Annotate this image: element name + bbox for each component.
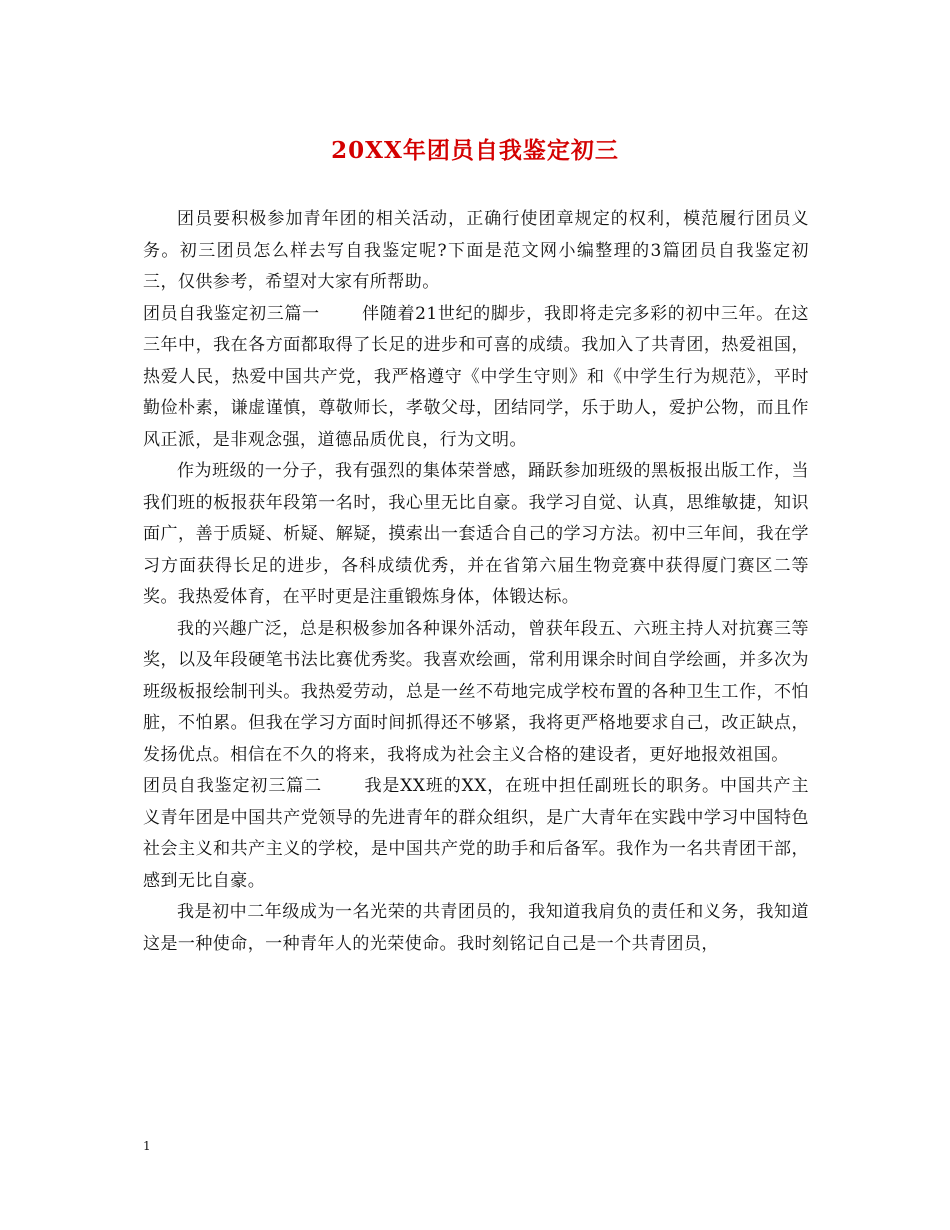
section-1-heading: 团员自我鉴定初三篇一	[143, 303, 320, 324]
section-2-lead-text: 我是XX班的XX，在班中担任副班长的职务。中国共产主义青年团是中国共产党领导的先进青年的群众组织，是广大青年在实践中学习中国特色社会主义和共产主义的学校，是中国共产党的助手和后备军。我作为一名共青团干部，感到无比自豪。	[143, 776, 810, 891]
section-1-lead-text: 伴随着21世纪的脚步，我即将走完多彩的初中三年。在这三年中，我在各方面都取得了长足的进步和可喜的成绩。我加入了共青团，热爱祖国，热爱人民，热爱中国共产党，我严格遵守《中学生守则》和《中学生行为规范》，平时勤俭朴素，谦虚谨慎，尊敬师长，孝敬父母，团结同学，乐于助人，爱护公物，而且作风正派，是非观念强，道德品质优良，行为文明。	[143, 303, 810, 450]
section-2-paragraph-2: 我是初中二年级成为一名光荣的共青团员的，我知道我肩负的责任和义务，我知道这是一种使命，一种青年人的光荣使命。我时刻铭记自己是一个共青团员，	[143, 902, 809, 954]
page-number: 1	[143, 1139, 151, 1153]
section-1-first-paragraph	[143, 299, 809, 457]
section-1-paragraph-2: 作为班级的一分子，我有强烈的集体荣誉感，踊跃参加班级的黑板报出版工作，当我们班的板报获年段第一名时，我心里无比自豪。我学习自觉、认真，思维敏捷，知识面广，善于质疑、析疑、解疑，摸索出一套适合自己的学习方法。初中三年间，我在学习方面获得长足的进步，各科成绩优秀，并在省第六届生物竞赛中获得厦门赛区二等奖。我热爱体育，在平时更是注重锻炼身体，体锻达标。	[143, 461, 809, 607]
section-2-heading: 团员自我鉴定初三篇二	[143, 776, 323, 796]
section-2-first-paragraph	[143, 771, 809, 897]
document-body	[143, 204, 809, 960]
section-1-paragraph-3: 我的兴趣广泛，总是积极参加各种课外活动，曾获年段五、六班主持人对抗赛三等奖，以及年段硬笔书法比赛优秀奖。我喜欢绘画，常利用课余时间自学绘画，并多次为班级板报绘制刊头。我热爱劳动，总是一丝不苟地完成学校布置的各种卫生工作，不怕脏，不怕累。但我在学习方面时间抓得还不够紧，我将更严格地要求自己，改正缺点，发扬优点。相信在不久的将来，我将成为社会主义合格的建设者，更好地报效祖国。	[143, 618, 809, 765]
intro-paragraph: 团员要积极参加青年团的相关活动，正确行使团章规定的权利，模范履行团员义务。初三团员怎么样去写自我鉴定呢?下面是范文网小编整理的3篇团员自我鉴定初三，仅供参考，希望对大家有所帮助。	[143, 209, 809, 292]
page-title: 20XX年团员自我鉴定初三	[331, 137, 619, 164]
